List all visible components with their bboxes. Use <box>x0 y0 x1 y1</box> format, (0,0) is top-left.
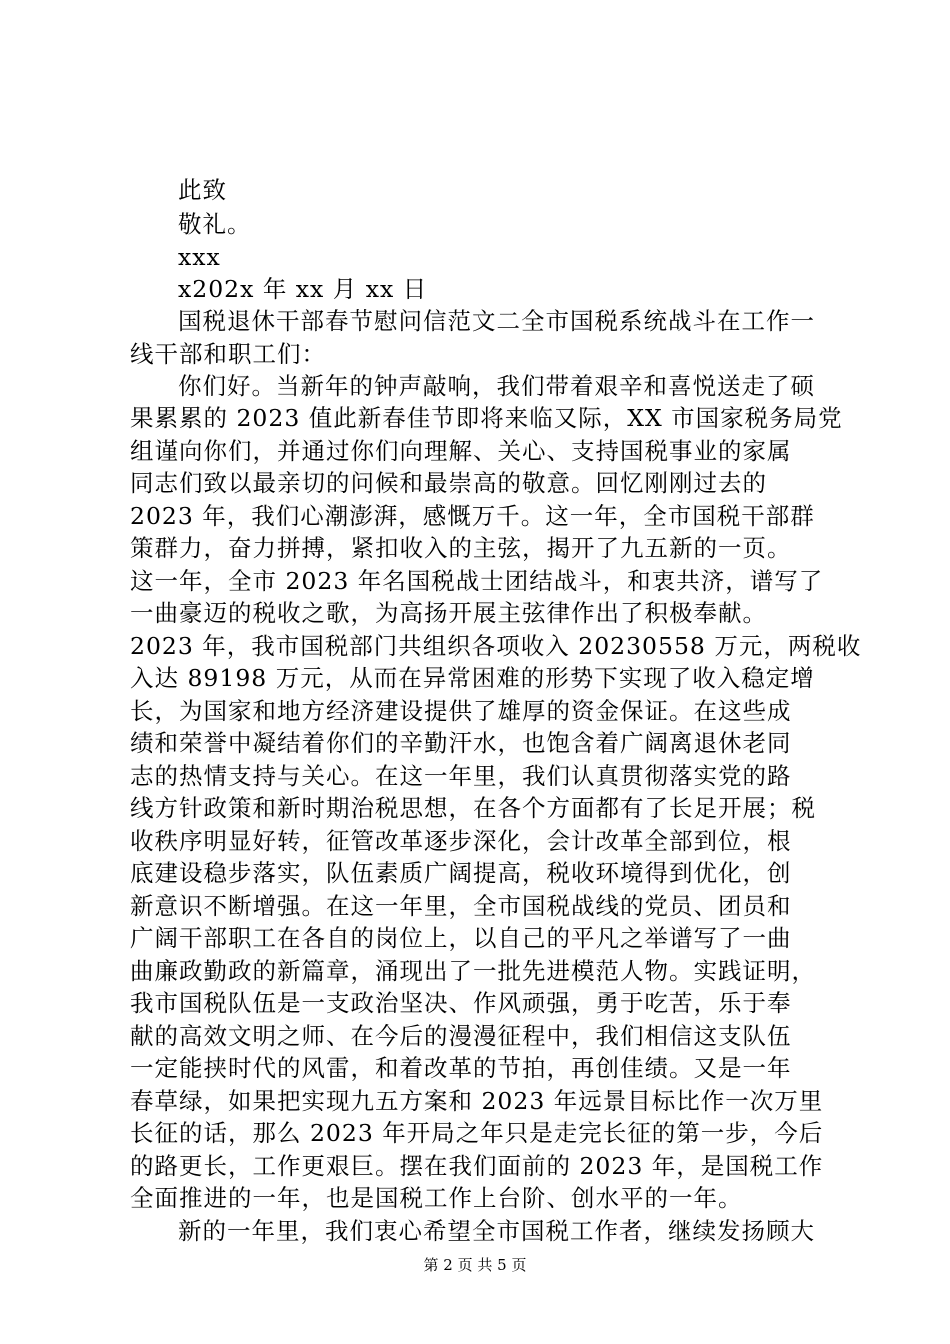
body-line: 全面推进的一年，也是国税工作上台阶、创水平的一年。 <box>130 1184 743 1212</box>
body-line: 这一年，全市 2023 年名国税战士团结战斗，和衷共济，谱写了 <box>130 567 824 595</box>
body-line: 线方针政策和新时期治税思想，在各个方面都有了长足开展；税 <box>130 794 816 822</box>
closing-respect: 敬礼。 <box>178 210 252 238</box>
body-line: 国税退休干部春节慰问信范文二全市国税系统战斗在工作一 <box>178 307 815 335</box>
body-line: 志的热情支持与关心。在这一年里，我们认真贯彻落实党的路 <box>130 762 792 790</box>
body-line: 我市国税队伍是一支政治坚决、作风顽强，勇于吃苦，乐于奉 <box>130 989 792 1017</box>
body-line: 2023 年，我市国税部门共组织各项收入 20230558 万元，两税收 <box>130 632 862 660</box>
body-line: 入达 89198 万元，从而在异常困难的形势下实现了收入稳定增 <box>130 664 815 692</box>
page-number-footer: 第 2 页 共 5 页 <box>423 1256 527 1274</box>
body-line: 绩和荣誉中凝结着你们的辛勤汗水，也饱含着广阔离退休老同 <box>130 729 792 757</box>
body-line: 的路更长，工作更艰巨。摆在我们面前的 2023 年，是国税工作 <box>130 1152 824 1180</box>
body-line: 收秩序明显好转，征管改革逐步深化，会计改革全部到位，根 <box>130 827 792 855</box>
body-line: 2023 年，我们心潮澎湃，感慨万千。这一年，全市国税干部群 <box>130 502 815 530</box>
body-line: 果累累的 2023 值此新春佳节即将来临又际，XX 市国家税务局党 <box>130 404 843 432</box>
body-line: 策群力，奋力拼搏，紧扣收入的主弦，揭开了九五新的一页。 <box>130 534 792 562</box>
body-line: 春草绿，如果把实现九五方案和 2023 年远景目标比作一次万里 <box>130 1087 824 1115</box>
closing-salutation: 此致 <box>178 176 227 204</box>
body-line: 长征的话，那么 2023 年开局之年只是走完长征的第一步，今后 <box>130 1119 824 1147</box>
closing-signer: xxx <box>178 243 221 271</box>
body-line: 组谨向你们，并通过你们向理解、关心、支持国税事业的家属 <box>130 437 792 465</box>
body-line: 新的一年里，我们衷心希望全市国税工作者，继续发扬顾大 <box>178 1217 815 1245</box>
body-line: 献的高效文明之师、在今后的漫漫征程中，我们相信这支队伍 <box>130 1022 792 1050</box>
body-line: 你们好。当新年的钟声敲响，我们带着艰辛和喜悦送走了硕 <box>178 372 815 400</box>
body-line: 长，为国家和地方经济建设提供了雄厚的资金保证。在这些成 <box>130 697 792 725</box>
body-line: 曲廉政勤政的新篇章，涌现出了一批先进模范人物。实践证明， <box>130 957 816 985</box>
body-line: 线干部和职工们： <box>130 340 326 368</box>
body-line: 新意识不断增强。在这一年里，全市国税战线的党员、团员和 <box>130 892 792 920</box>
body-line: 一定能挟时代的风雷，和着改革的节拍，再创佳绩。又是一年 <box>130 1054 792 1082</box>
body-line: 一曲豪迈的税收之歌，为高扬开展主弦律作出了积极奉献。 <box>130 599 767 627</box>
body-line: 底建设稳步落实，队伍素质广阔提高，税收环境得到优化，创 <box>130 859 792 887</box>
body-line: 同志们致以最亲切的问候和最崇高的敬意。回忆刚刚过去的 <box>130 469 767 497</box>
body-line: 广阔干部职工在各自的岗位上，以自己的平凡之举谱写了一曲 <box>130 924 792 952</box>
closing-date: x202x 年 xx 月 xx 日 <box>178 275 428 303</box>
